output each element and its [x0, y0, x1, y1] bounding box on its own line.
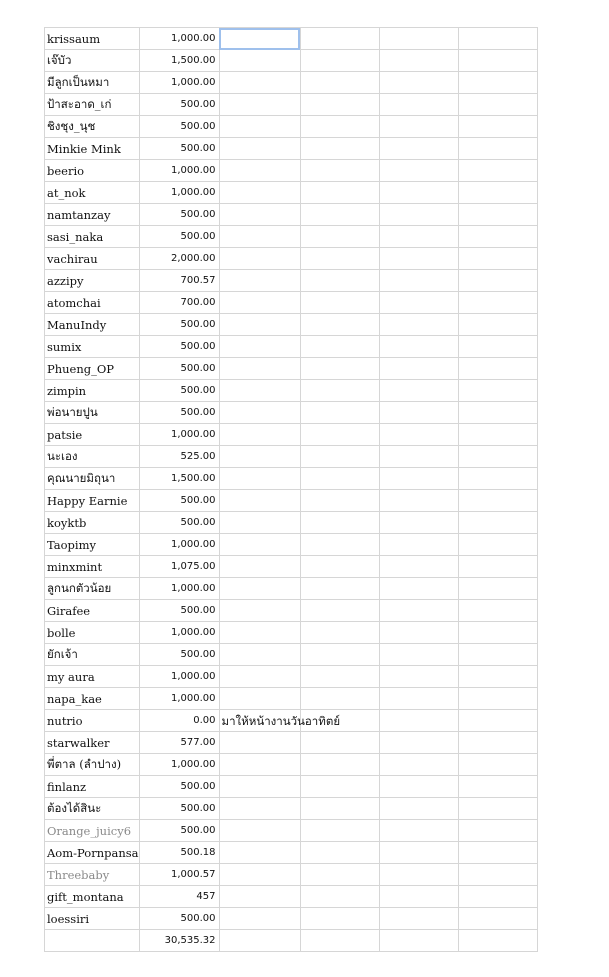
empty-cell[interactable] — [300, 732, 379, 754]
amount-cell[interactable]: 500.00 — [139, 644, 219, 666]
empty-cell[interactable] — [379, 446, 458, 468]
empty-cell[interactable] — [219, 622, 300, 644]
empty-cell[interactable] — [300, 534, 379, 556]
name-cell[interactable]: krissaum — [45, 28, 140, 50]
empty-cell[interactable] — [45, 930, 140, 952]
table-row — [45, 160, 538, 182]
empty-cell[interactable] — [458, 248, 537, 270]
amount-cell[interactable]: 1,000.00 — [139, 578, 219, 600]
empty-cell[interactable] — [300, 446, 379, 468]
empty-cell[interactable] — [219, 666, 300, 688]
empty-cell[interactable] — [219, 204, 300, 226]
empty-cell[interactable] — [379, 622, 458, 644]
empty-cell[interactable] — [458, 930, 537, 952]
empty-cell[interactable] — [458, 864, 537, 886]
amount-cell[interactable]: 1,000.00 — [139, 688, 219, 710]
empty-cell[interactable] — [379, 512, 458, 534]
amount-cell[interactable]: 500.00 — [139, 776, 219, 798]
empty-cell[interactable] — [379, 886, 458, 908]
table-row — [45, 886, 538, 908]
empty-cell[interactable] — [379, 754, 458, 776]
empty-cell[interactable] — [458, 138, 537, 160]
empty-cell[interactable] — [379, 600, 458, 622]
table-row — [45, 578, 538, 600]
table-row — [45, 424, 538, 446]
table-row — [45, 754, 538, 776]
name-cell[interactable]: พ่อนายปูน — [45, 402, 140, 424]
empty-cell[interactable] — [379, 248, 458, 270]
name-cell[interactable]: Girafee — [45, 600, 140, 622]
empty-cell[interactable] — [300, 908, 379, 930]
empty-cell[interactable] — [379, 820, 458, 842]
empty-cell[interactable] — [300, 116, 379, 138]
empty-cell[interactable] — [379, 688, 458, 710]
amount-cell[interactable]: 500.00 — [139, 336, 219, 358]
empty-cell[interactable] — [219, 50, 300, 72]
amount-cell[interactable]: 700.57 — [139, 270, 219, 292]
empty-cell[interactable] — [300, 842, 379, 864]
empty-cell[interactable] — [300, 644, 379, 666]
name-cell[interactable]: มีลูกเป็นหมา — [45, 72, 140, 94]
name-cell[interactable]: Happy Earnie — [45, 490, 140, 512]
empty-cell[interactable] — [458, 468, 537, 490]
empty-cell[interactable] — [379, 468, 458, 490]
empty-cell[interactable] — [219, 336, 300, 358]
spreadsheet-grid — [44, 27, 538, 952]
empty-cell[interactable] — [219, 754, 300, 776]
name-cell[interactable]: นะเอง — [45, 446, 140, 468]
empty-cell[interactable] — [219, 600, 300, 622]
table-row — [45, 600, 538, 622]
empty-cell[interactable] — [300, 622, 379, 644]
amount-cell[interactable]: 1,000.00 — [139, 28, 219, 50]
empty-cell[interactable] — [219, 116, 300, 138]
empty-cell[interactable] — [458, 116, 537, 138]
empty-cell[interactable] — [458, 798, 537, 820]
empty-cell[interactable] — [379, 842, 458, 864]
table-row — [45, 468, 538, 490]
empty-cell[interactable] — [458, 336, 537, 358]
empty-cell[interactable] — [300, 468, 379, 490]
table-row — [45, 666, 538, 688]
name-cell[interactable]: finlanz — [45, 776, 140, 798]
empty-cell[interactable] — [300, 666, 379, 688]
amount-cell[interactable]: 500.00 — [139, 314, 219, 336]
name-cell[interactable]: Minkie Mink — [45, 138, 140, 160]
table-row — [45, 116, 538, 138]
empty-cell[interactable] — [379, 402, 458, 424]
empty-cell[interactable] — [300, 314, 379, 336]
table-row — [45, 842, 538, 864]
empty-cell[interactable] — [458, 314, 537, 336]
table-row — [45, 512, 538, 534]
name-cell[interactable]: my aura — [45, 666, 140, 688]
table-row — [45, 864, 538, 886]
empty-cell[interactable] — [300, 270, 379, 292]
empty-cell[interactable] — [300, 798, 379, 820]
empty-cell[interactable] — [300, 248, 379, 270]
empty-cell[interactable] — [458, 50, 537, 72]
empty-cell[interactable] — [379, 534, 458, 556]
empty-cell[interactable] — [379, 908, 458, 930]
table-row — [45, 72, 538, 94]
empty-cell[interactable] — [379, 182, 458, 204]
name-cell[interactable]: พี่ตาล (ลำปาง) — [45, 754, 140, 776]
empty-cell[interactable] — [379, 644, 458, 666]
table-row — [45, 138, 538, 160]
empty-cell[interactable] — [458, 226, 537, 248]
table-row — [45, 94, 538, 116]
empty-cell[interactable] — [458, 688, 537, 710]
empty-cell[interactable] — [379, 380, 458, 402]
name-cell[interactable]: ManuIndy — [45, 314, 140, 336]
name-cell[interactable]: Orange_juicy6 — [45, 820, 140, 842]
empty-cell[interactable] — [300, 578, 379, 600]
name-cell[interactable]: loessiri — [45, 908, 140, 930]
empty-cell[interactable] — [219, 226, 300, 248]
empty-cell[interactable] — [458, 380, 537, 402]
empty-cell[interactable] — [300, 28, 379, 50]
empty-cell[interactable] — [219, 138, 300, 160]
empty-cell[interactable] — [300, 336, 379, 358]
empty-cell[interactable] — [300, 402, 379, 424]
empty-cell[interactable] — [300, 754, 379, 776]
empty-cell[interactable] — [379, 50, 458, 72]
note-text: มาให้หน้างานวันอาทิตย์ — [221, 714, 341, 728]
name-cell[interactable]: ลูกนกตัวน้อย — [45, 578, 140, 600]
empty-cell[interactable] — [300, 204, 379, 226]
amount-cell[interactable]: 500.00 — [139, 358, 219, 380]
amount-cell[interactable]: 1,500.00 — [139, 468, 219, 490]
empty-cell[interactable] — [219, 446, 300, 468]
empty-cell[interactable] — [219, 820, 300, 842]
empty-cell[interactable] — [219, 424, 300, 446]
table-row — [45, 556, 538, 578]
amount-cell[interactable]: 500.00 — [139, 820, 219, 842]
name-cell[interactable]: napa_kae — [45, 688, 140, 710]
empty-cell[interactable] — [219, 930, 300, 952]
table-row — [45, 446, 538, 468]
empty-cell[interactable] — [300, 600, 379, 622]
empty-cell[interactable] — [219, 292, 300, 314]
empty-cell[interactable] — [458, 644, 537, 666]
empty-cell[interactable] — [219, 534, 300, 556]
table-row — [45, 732, 538, 754]
amount-cell[interactable]: 500.00 — [139, 908, 219, 930]
empty-cell[interactable] — [379, 270, 458, 292]
empty-cell[interactable] — [219, 688, 300, 710]
empty-cell[interactable] — [379, 776, 458, 798]
empty-cell[interactable] — [300, 864, 379, 886]
empty-cell[interactable] — [458, 820, 537, 842]
amount-cell[interactable]: 700.00 — [139, 292, 219, 314]
empty-cell[interactable] — [379, 798, 458, 820]
name-cell[interactable]: ป้าสะอาด_เก่ — [45, 94, 140, 116]
name-cell[interactable]: Phueng_OP — [45, 358, 140, 380]
name-cell[interactable]: atomchai — [45, 292, 140, 314]
amount-cell[interactable]: 500.00 — [139, 204, 219, 226]
empty-cell[interactable] — [300, 72, 379, 94]
empty-cell[interactable] — [379, 94, 458, 116]
name-cell[interactable]: Threebaby — [45, 864, 140, 886]
amount-cell[interactable]: 1,000.57 — [139, 864, 219, 886]
name-cell[interactable]: Aom-Pornpansa — [45, 842, 140, 864]
empty-cell[interactable] — [458, 600, 537, 622]
table-row — [45, 336, 538, 358]
empty-cell[interactable] — [379, 556, 458, 578]
empty-cell[interactable] — [458, 556, 537, 578]
empty-cell[interactable] — [458, 358, 537, 380]
name-cell[interactable]: zimpin — [45, 380, 140, 402]
empty-cell[interactable] — [458, 94, 537, 116]
empty-cell[interactable] — [458, 292, 537, 314]
table-row — [45, 710, 538, 732]
amount-cell[interactable]: 1,000.00 — [139, 72, 219, 94]
empty-cell[interactable] — [458, 622, 537, 644]
empty-cell[interactable] — [458, 490, 537, 512]
empty-cell[interactable] — [219, 314, 300, 336]
table-row — [45, 248, 538, 270]
empty-cell[interactable] — [300, 556, 379, 578]
empty-cell[interactable] — [300, 94, 379, 116]
empty-cell[interactable] — [300, 424, 379, 446]
table-row — [45, 292, 538, 314]
amount-cell[interactable]: 1,000.00 — [139, 754, 219, 776]
empty-cell[interactable] — [458, 182, 537, 204]
amount-cell[interactable]: 1,000.00 — [139, 534, 219, 556]
amount-cell[interactable]: 1,000.00 — [139, 666, 219, 688]
empty-cell[interactable] — [300, 358, 379, 380]
table-row — [45, 534, 538, 556]
empty-cell[interactable] — [300, 512, 379, 534]
empty-cell[interactable] — [458, 28, 537, 50]
name-cell[interactable]: ต้องได้สินะ — [45, 798, 140, 820]
empty-cell[interactable] — [379, 28, 458, 50]
empty-cell[interactable] — [219, 578, 300, 600]
amount-cell[interactable]: 1,500.00 — [139, 50, 219, 72]
empty-cell[interactable] — [219, 710, 341, 732]
amount-cell[interactable]: 500.00 — [139, 380, 219, 402]
name-cell[interactable]: at_nok — [45, 182, 140, 204]
table-row — [45, 402, 538, 424]
empty-cell[interactable] — [379, 666, 458, 688]
name-cell[interactable]: Taopimy — [45, 534, 140, 556]
empty-cell[interactable] — [219, 270, 300, 292]
name-cell[interactable]: starwalker — [45, 732, 140, 754]
empty-cell[interactable] — [379, 336, 458, 358]
empty-cell[interactable] — [379, 864, 458, 886]
table-row — [45, 820, 538, 842]
empty-cell[interactable] — [458, 270, 537, 292]
empty-cell[interactable] — [219, 842, 300, 864]
empty-cell[interactable] — [219, 358, 300, 380]
name-cell[interactable]: azzipy — [45, 270, 140, 292]
empty-cell[interactable] — [219, 182, 300, 204]
empty-cell[interactable] — [219, 732, 300, 754]
name-cell[interactable]: sasi_naka — [45, 226, 140, 248]
empty-cell[interactable] — [458, 666, 537, 688]
amount-cell[interactable]: 457 — [139, 886, 219, 908]
amount-cell[interactable]: 500.18 — [139, 842, 219, 864]
name-cell[interactable]: koyktb — [45, 512, 140, 534]
table-row — [45, 622, 538, 644]
table-row — [45, 182, 538, 204]
empty-cell[interactable] — [300, 820, 379, 842]
amount-cell[interactable]: 500.00 — [139, 490, 219, 512]
empty-cell[interactable] — [219, 72, 300, 94]
name-cell[interactable]: minxmint — [45, 556, 140, 578]
name-cell[interactable]: gift_montana — [45, 886, 140, 908]
table-row — [45, 50, 538, 72]
name-cell[interactable]: patsie — [45, 424, 140, 446]
empty-cell[interactable] — [300, 292, 379, 314]
empty-cell[interactable] — [300, 886, 379, 908]
empty-cell[interactable] — [379, 710, 458, 732]
empty-cell[interactable] — [458, 204, 537, 226]
empty-cell[interactable] — [300, 930, 379, 952]
table-row — [45, 688, 538, 710]
amount-cell[interactable]: 500.00 — [139, 226, 219, 248]
empty-cell[interactable] — [458, 446, 537, 468]
amount-cell[interactable]: 500.00 — [139, 798, 219, 820]
amount-cell[interactable]: 577.00 — [139, 732, 219, 754]
amount-cell[interactable]: 2,000.00 — [139, 248, 219, 270]
name-cell[interactable]: beerio — [45, 160, 140, 182]
empty-cell[interactable] — [379, 204, 458, 226]
amount-cell[interactable]: 1,075.00 — [139, 556, 219, 578]
empty-cell[interactable] — [379, 72, 458, 94]
empty-cell[interactable] — [379, 314, 458, 336]
empty-cell[interactable] — [379, 490, 458, 512]
empty-cell[interactable] — [458, 424, 537, 446]
empty-cell[interactable] — [300, 380, 379, 402]
empty-cell[interactable] — [219, 908, 300, 930]
name-cell[interactable]: คุณนายมิถุนา — [45, 468, 140, 490]
empty-cell[interactable] — [300, 688, 379, 710]
table-row — [45, 644, 538, 666]
empty-cell[interactable] — [219, 556, 300, 578]
name-cell[interactable]: bolle — [45, 622, 140, 644]
empty-cell[interactable] — [219, 28, 300, 50]
empty-cell[interactable] — [458, 886, 537, 908]
table-row — [45, 270, 538, 292]
amount-cell[interactable]: 1,000.00 — [139, 160, 219, 182]
amount-cell[interactable]: 525.00 — [139, 446, 219, 468]
table-row — [45, 28, 538, 50]
amount-cell[interactable]: 500.00 — [139, 138, 219, 160]
table-row — [45, 776, 538, 798]
empty-cell[interactable] — [300, 226, 379, 248]
empty-cell[interactable] — [458, 754, 537, 776]
empty-cell[interactable] — [219, 490, 300, 512]
empty-cell[interactable] — [219, 160, 300, 182]
empty-cell[interactable] — [379, 930, 458, 952]
empty-cell[interactable] — [458, 534, 537, 556]
amount-cell[interactable]: 500.00 — [139, 116, 219, 138]
table-row — [45, 490, 538, 512]
empty-cell[interactable] — [300, 776, 379, 798]
table-row — [45, 798, 538, 820]
empty-cell[interactable] — [219, 248, 300, 270]
empty-cell[interactable] — [219, 644, 300, 666]
empty-cell[interactable] — [379, 578, 458, 600]
empty-cell[interactable] — [458, 776, 537, 798]
empty-cell[interactable] — [458, 710, 537, 732]
empty-cell[interactable] — [379, 160, 458, 182]
empty-cell[interactable] — [300, 182, 379, 204]
empty-cell[interactable] — [458, 578, 537, 600]
empty-cell[interactable] — [379, 226, 458, 248]
empty-cell[interactable] — [458, 402, 537, 424]
name-cell[interactable]: namtanzay — [45, 204, 140, 226]
empty-cell[interactable] — [219, 94, 300, 116]
empty-cell[interactable] — [219, 776, 300, 798]
empty-cell[interactable] — [458, 72, 537, 94]
name-cell[interactable]: เจ๊บัว — [45, 50, 140, 72]
empty-cell[interactable] — [219, 402, 300, 424]
name-cell[interactable]: nutrio — [45, 710, 140, 732]
empty-cell[interactable] — [458, 732, 537, 754]
amount-cell[interactable]: 1,000.00 — [139, 182, 219, 204]
empty-cell[interactable] — [379, 358, 458, 380]
name-cell[interactable]: ชิงชุง_นุช — [45, 116, 140, 138]
name-cell[interactable]: sumix — [45, 336, 140, 358]
amount-cell[interactable]: 0.00 — [139, 710, 219, 732]
empty-cell[interactable] — [379, 116, 458, 138]
amount-cell[interactable]: 1,000.00 — [139, 424, 219, 446]
name-cell[interactable]: ยักเจ้า — [45, 644, 140, 666]
table-row — [45, 204, 538, 226]
table-row — [45, 908, 538, 930]
spreadsheet-body — [45, 28, 538, 952]
empty-cell[interactable] — [458, 160, 537, 182]
amount-cell[interactable]: 500.00 — [139, 600, 219, 622]
empty-cell[interactable] — [300, 50, 379, 72]
table-row — [45, 380, 538, 402]
empty-cell[interactable] — [379, 138, 458, 160]
table-row — [45, 226, 538, 248]
empty-cell[interactable] — [219, 886, 300, 908]
table-row — [45, 358, 538, 380]
empty-cell[interactable] — [458, 512, 537, 534]
total-row — [45, 930, 538, 952]
empty-cell[interactable] — [458, 842, 537, 864]
empty-cell[interactable] — [219, 468, 300, 490]
amount-cell[interactable]: 1,000.00 — [139, 622, 219, 644]
amount-cell[interactable]: 500.00 — [139, 402, 219, 424]
empty-cell[interactable] — [379, 424, 458, 446]
empty-cell[interactable] — [379, 732, 458, 754]
empty-cell[interactable] — [219, 512, 300, 534]
empty-cell[interactable] — [219, 798, 300, 820]
name-cell[interactable]: vachirau — [45, 248, 140, 270]
empty-cell[interactable] — [300, 490, 379, 512]
amount-cell[interactable]: 500.00 — [139, 94, 219, 116]
empty-cell[interactable] — [219, 380, 300, 402]
empty-cell[interactable] — [300, 160, 379, 182]
total-cell[interactable]: 30,535.32 — [139, 930, 219, 952]
empty-cell[interactable] — [219, 864, 300, 886]
empty-cell[interactable] — [458, 908, 537, 930]
amount-cell[interactable]: 500.00 — [139, 512, 219, 534]
empty-cell[interactable] — [379, 292, 458, 314]
empty-cell[interactable] — [300, 138, 379, 160]
table-row — [45, 314, 538, 336]
